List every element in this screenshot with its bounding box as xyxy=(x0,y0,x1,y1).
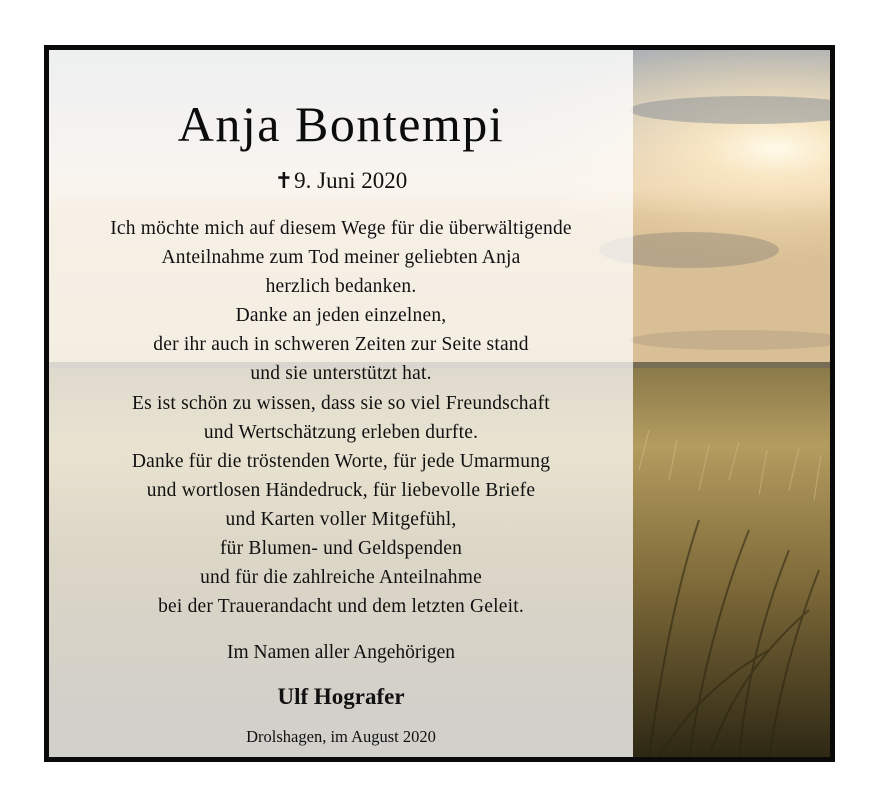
place-date: Drolshagen, im August 2020 xyxy=(246,727,436,746)
cross-icon: ✝ xyxy=(274,169,294,194)
message-line: und wortlosen Händedruck, für liebevolle Briefe xyxy=(146,479,536,501)
message-line: Ich möchte mich auf diesem Wege für die überwältigende xyxy=(110,218,572,239)
message-line: Anteilnahme zum Tod meiner geliebten Anja xyxy=(161,247,521,269)
thank-you-message xyxy=(49,214,633,621)
message-line: der ihr auch in schweren Zeiten zur Seite stand xyxy=(153,334,529,356)
signer-name: Ulf Hografer xyxy=(277,684,405,709)
message-line: Es ist schön zu wissen, dass sie so viel Freundschaft xyxy=(132,392,550,414)
message-line: Danke an jeden einzelnen, xyxy=(235,305,447,327)
message-line: bei der Trauerandacht und dem letzten Geleit. xyxy=(158,596,524,618)
message-line: und Karten voller Mitgefühl, xyxy=(225,508,457,530)
death-date-line xyxy=(49,166,633,197)
message-line: und sie unterstützt hat. xyxy=(250,363,432,385)
death-date: 9. Juni 2020 xyxy=(294,168,408,193)
closing-line: Im Namen aller Angehörigen xyxy=(227,642,455,663)
message-line: Danke für die tröstenden Worte, für jede Umarmung xyxy=(131,450,551,472)
message-line: und Wertschätzung erleben durfte. xyxy=(203,421,479,443)
obituary-frame xyxy=(44,45,835,762)
message-line: für Blumen- und Geldspenden xyxy=(219,538,463,560)
message-line: herzlich bedanken. xyxy=(265,276,417,298)
deceased-name: Anja Bontempi xyxy=(177,96,505,152)
message-line: und für die zahlreiche Anteilnahme xyxy=(200,567,482,589)
